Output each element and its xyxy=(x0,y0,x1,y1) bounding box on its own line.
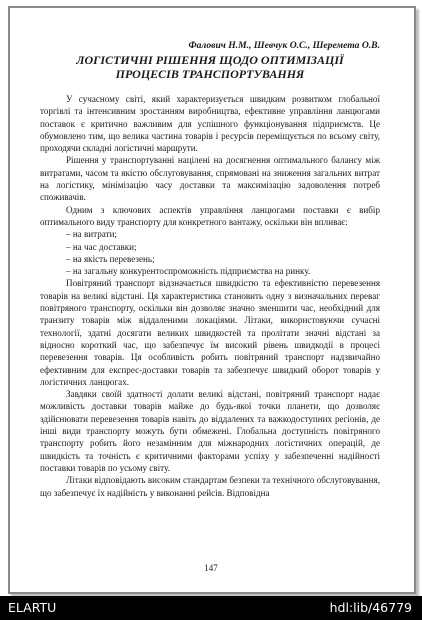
list-item: – на витрати; xyxy=(66,229,117,240)
list-item: – на загальну конкурентоспроможність підприємства на ринку. xyxy=(66,266,311,277)
list-item: – на якість перевезень; xyxy=(66,253,155,264)
title-line-2: ПРОЦЕСІВ ТРАНСПОРТУВАННЯ xyxy=(115,67,305,81)
paragraph-intro: У сучасному світі, який характеризується швидким розвитком глобальної торгівлі та інтенсивним зростанням виробництва, ефективне управління ланцюгами поставок є критично важливим для успішного функціонування підприємств. Це обумовлено тим, що велика частина товарів і ресурсів переміщується по всьому світу, проходячи складні логістичні маршрути. xyxy=(40,94,380,154)
handle-identifier: hdl:lib/46779 xyxy=(329,600,412,615)
paragraph-solutions: Рішення у транспортуванні націлені на досягнення оптимального балансу між витратами, часом та якістю обслуговування, спрямовані на зниження загальних витрат на логістику, мінімізацію часу доставки та максимізацію задоволення потреб споживачів. xyxy=(40,155,380,203)
title-line-1: ЛОГІСТИЧНІ РІШЕННЯ ЩОДО ОПТИМІЗАЦІЇ xyxy=(76,53,344,67)
paragraph-transport-choice: Одним з ключових аспектів управління ланцюгами поставки є вибір оптимального виду транспорту для конкретного вантажу, оскільки він впливає: xyxy=(40,204,380,227)
list-item: – на час доставки; xyxy=(66,241,137,252)
paragraph-air-transport: Повітряний транспорт відзначається швидкістю та ефективністю перевезення товарів на великі відстані. Ця характеристика становить одну з визначальних переваг повітряного транспорту, оскільки він дозволяє значно зменшити час, необхідний для транзиту товарів між віддаленими локаціями. Літаки, використовуючи сучасні технології, здатні досягати великих швидкостей та пролітати значні відстані за відносно короткий час, що забезпечує їм високий рівень швидкодії в процесі перевезення товарів. Ця особливість робить повітряний транспорт надзвичайно ефективним для експрес-доставки товарів та забезпечує швидкий оборот товарів у логістичних ланцюгах. xyxy=(40,278,380,387)
impact-list xyxy=(40,228,380,277)
page-number: 147 xyxy=(204,563,218,573)
paragraph-safety: Літаки відповідають високим стандартам безпеки та технічного обслуговування, що забезпечує їх надійність у виконанні рейсів. Відповідна xyxy=(40,475,380,498)
authors-line: Фалович Н.М., Шевчук О.С., Шеремета О.В. xyxy=(188,40,380,51)
article-title xyxy=(40,53,380,81)
paragraph-global-reach: Завдяки своїй здатності долати великі відстані, повітряний транспорт надає можливість доставки товарів майже до будь-якої точки планети, що дозволяє здійснювати перевезення товарів навіть до віддалених та важкодоступних регіонів, де інші види транспорту можуть бути обмежені. Глобальна доступність повітряного транспорту робить його незамінним для міжнародних логістичних операцій, де швидкість та точність є критичними факторами успіху у забезпеченні надійності поставки товарів по усьому світу. xyxy=(40,389,380,473)
document-page xyxy=(40,40,380,499)
repository-name: ELARTU xyxy=(8,600,57,615)
repository-footer-bar xyxy=(0,596,422,620)
